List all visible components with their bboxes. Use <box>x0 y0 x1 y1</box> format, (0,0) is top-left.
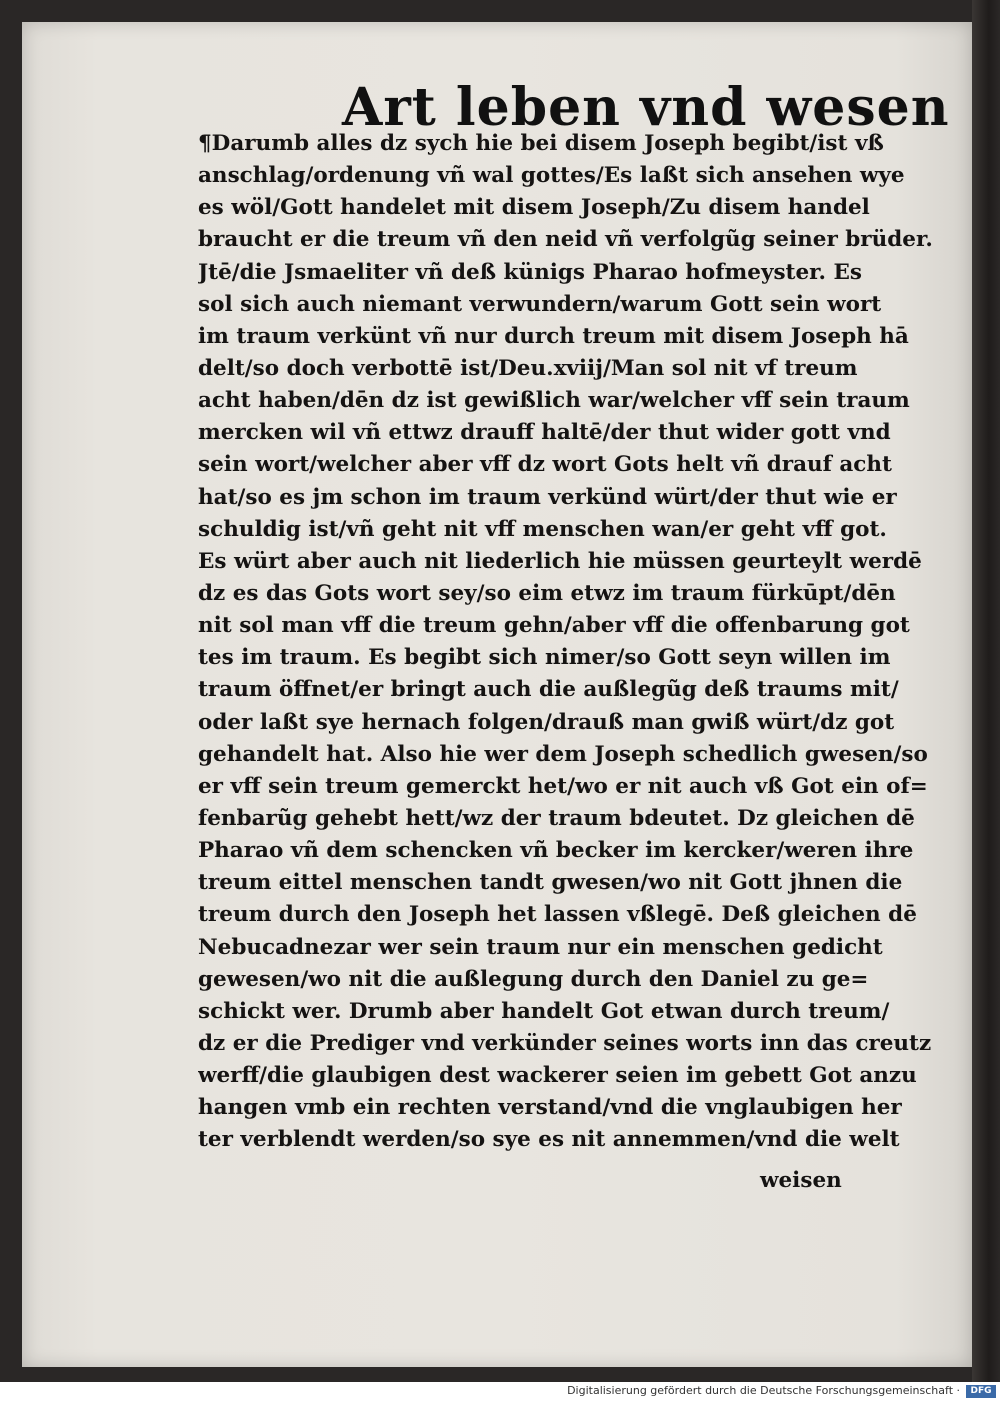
funding-credit: Digitalisierung gefördert durch die Deutsche Forschungsgemeinschaft · <box>567 1384 960 1397</box>
text-line: er vff sein treum gemerckt het/wo er nit auch vß Got ein of= <box>198 773 928 799</box>
footer-bar <box>0 1382 1000 1401</box>
text-line: treum durch den Joseph het lassen vßlegē. Deß gleichen dē <box>198 902 917 928</box>
text-line: im traum verkünt vñ nur durch treum mit disem Joseph hā <box>198 323 909 349</box>
body-text <box>198 128 943 1157</box>
text-line: gehandelt hat. Also hie wer dem Joseph schedlich gwesen/so <box>198 741 928 767</box>
text-line: sein wort/welcher aber vff dz wort Gots helt vñ drauf acht <box>198 452 892 478</box>
text-line: ¶Darumb alles dz sych hie bei disem Joseph begibt/ist vß <box>198 131 884 156</box>
text-line: hat/so es jm schon im traum verkünd würt/der thut wie er <box>198 484 897 510</box>
text-line: tes im traum. Es begibt sich nimer/so Gott seyn willen im <box>198 645 891 671</box>
text-line: traum öffnet/er bringt auch die außlegũg deß traums mit/ <box>198 677 899 703</box>
text-line: ter verblendt werden/so sye es nit annemmen/vnd die welt <box>198 1127 900 1153</box>
text-line: anschlag/ordenung vñ wal gottes/Es laßt sich ansehen wye <box>198 163 905 189</box>
text-line: schickt wer. Drumb aber handelt Got etwan durch treum/ <box>198 998 890 1024</box>
text-line: es wöl/Gott handelet mit disem Joseph/Zu disem handel <box>198 195 870 221</box>
catchword: weisen <box>760 1168 842 1193</box>
text-line: nit sol man vff die treum gehn/aber vff die offenbarung got <box>198 613 910 639</box>
text-line: dz es das Gots wort sey/so eim etwz im traum fürkūpt/dēn <box>198 580 896 606</box>
text-line: delt/so doch verbottē ist/Deu.xviij/Man sol nit vf treum <box>198 355 858 381</box>
text-line: treum eittel menschen tandt gwesen/wo nit Gott jhnen die <box>198 870 903 896</box>
text-line: hangen vmb ein rechten verstand/vnd die vnglaubigen her <box>198 1095 902 1121</box>
text-line: dz er die Prediger vnd verkünder seines worts inn das creutz <box>198 1030 932 1056</box>
text-line: fenbarũg gehebt hett/wz der traum bdeutet. Dz gleichen dē <box>198 805 915 831</box>
text-line: gewesen/wo nit die außlegung durch den Daniel zu ge= <box>198 966 869 992</box>
text-line: braucht er die treum vñ den neid vñ verfolgũg seiner brüder. <box>198 227 933 253</box>
running-head: Art leben vnd wesen <box>342 77 950 138</box>
text-line: werff/die glaubigen dest wackerer seien im gebett Got anzu <box>198 1063 917 1089</box>
dfg-logo-icon: DFG <box>966 1385 996 1398</box>
book-gutter <box>972 0 1000 1382</box>
text-line: Pharao vñ dem schencken vñ becker im kercker/weren ihre <box>198 838 914 864</box>
text-line: Jtē/die Jsmaeliter vñ deß künigs Pharao hofmeyster. Es <box>198 259 862 285</box>
text-line: Nebucadnezar wer sein traum nur ein menschen gedicht <box>198 934 883 960</box>
text-line: oder laßt sye hernach folgen/drauß man gwiß würt/dz got <box>198 709 895 735</box>
text-line: schuldig ist/vñ geht nit vff menschen wan/er geht vff got. <box>198 516 887 542</box>
text-line: mercken wil vñ ettwz drauff haltē/der thut wider gott vnd <box>198 420 891 446</box>
text-line: acht haben/dēn dz ist gewißlich war/welcher vff sein traum <box>198 388 910 414</box>
text-line: sol sich auch niemant verwundern/warum Gott sein wort <box>198 291 882 317</box>
text-line: Es würt aber auch nit liederlich hie müssen geurteylt werdē <box>198 548 922 574</box>
